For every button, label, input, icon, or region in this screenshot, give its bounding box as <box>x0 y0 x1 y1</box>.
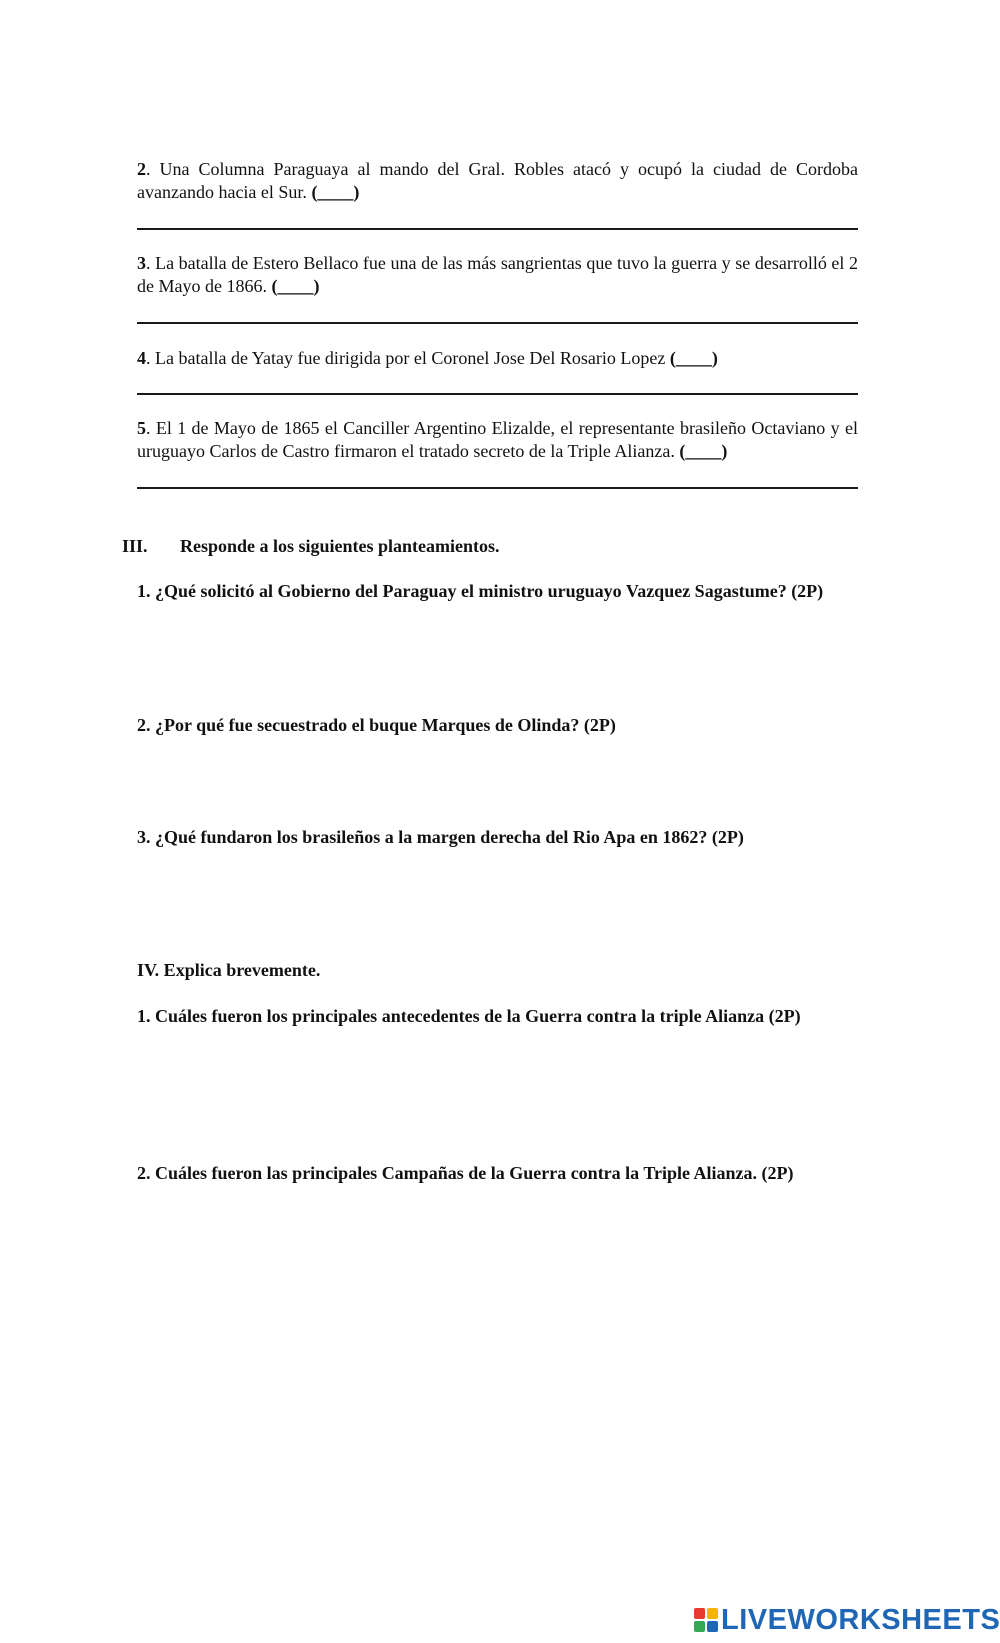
section-3-question-1: 1. ¿Qué solicitó al Gobierno del Paraguay el ministro uruguayo Vazquez Sagastume? (2P) <box>137 581 824 601</box>
answer-blank[interactable]: (____) <box>679 441 728 461</box>
item-number: 4 <box>137 348 146 368</box>
liveworksheets-brand-text: LIVEWORKSHEETS <box>721 1603 1000 1636</box>
section-3-roman: III. <box>122 536 148 556</box>
item-text: . La batalla de Estero Bellaco fue una de las más sangrientas que tuvo la guerra y se desarrolló el 2 de Mayo de 1866. <box>137 253 858 296</box>
item-number: 3 <box>137 253 146 273</box>
liveworksheets-logo-icon <box>694 1608 718 1632</box>
section-3-question-3: 3. ¿Qué fundaron los brasileños a la margen derecha del Rio Apa en 1862? (2P) <box>137 827 744 847</box>
section-4-question-2: 2. Cuáles fueron las principales Campañas de la Guerra contra la Triple Alianza. (2P) <box>137 1163 794 1183</box>
divider-rule <box>137 393 858 395</box>
item-text: . Una Columna Paraguaya al mando del Gral. Robles atacó y ocupó la ciudad de Cordoba avanzando hacia el Sur. <box>137 159 858 202</box>
question-item-2 <box>137 158 858 204</box>
section-3-question-2: 2. ¿Por qué fue secuestrado el buque Marques de Olinda? (2P) <box>137 715 616 735</box>
item-number: 2 <box>137 159 146 179</box>
question-item-5 <box>137 417 858 463</box>
divider-rule <box>137 228 858 230</box>
question-item-4 <box>137 347 858 370</box>
answer-blank[interactable]: (____) <box>669 348 718 368</box>
answer-blank[interactable]: (____) <box>311 182 360 202</box>
section-4-title: IV. Explica brevemente. <box>137 960 321 980</box>
item-text: . La batalla de Yatay fue dirigida por el Coronel Jose Del Rosario Lopez <box>146 348 670 368</box>
section-3-title: Responde a los siguientes planteamientos. <box>180 536 500 556</box>
divider-rule <box>137 487 858 489</box>
item-text: . El 1 de Mayo de 1865 el Canciller Argentino Elizalde, el representante brasileño Octaviano y el uruguayo Carlos de Castro firmaron el tratado secreto de la Triple Alianza. <box>137 418 858 461</box>
liveworksheets-logo <box>694 1604 1000 1636</box>
item-number: 5 <box>137 418 146 438</box>
divider-rule <box>137 322 858 324</box>
answer-blank[interactable]: (____) <box>271 276 320 296</box>
section-4-question-1: 1. Cuáles fueron los principales antecedentes de la Guerra contra la triple Alianza (2P) <box>137 1006 801 1026</box>
question-item-3 <box>137 252 858 298</box>
